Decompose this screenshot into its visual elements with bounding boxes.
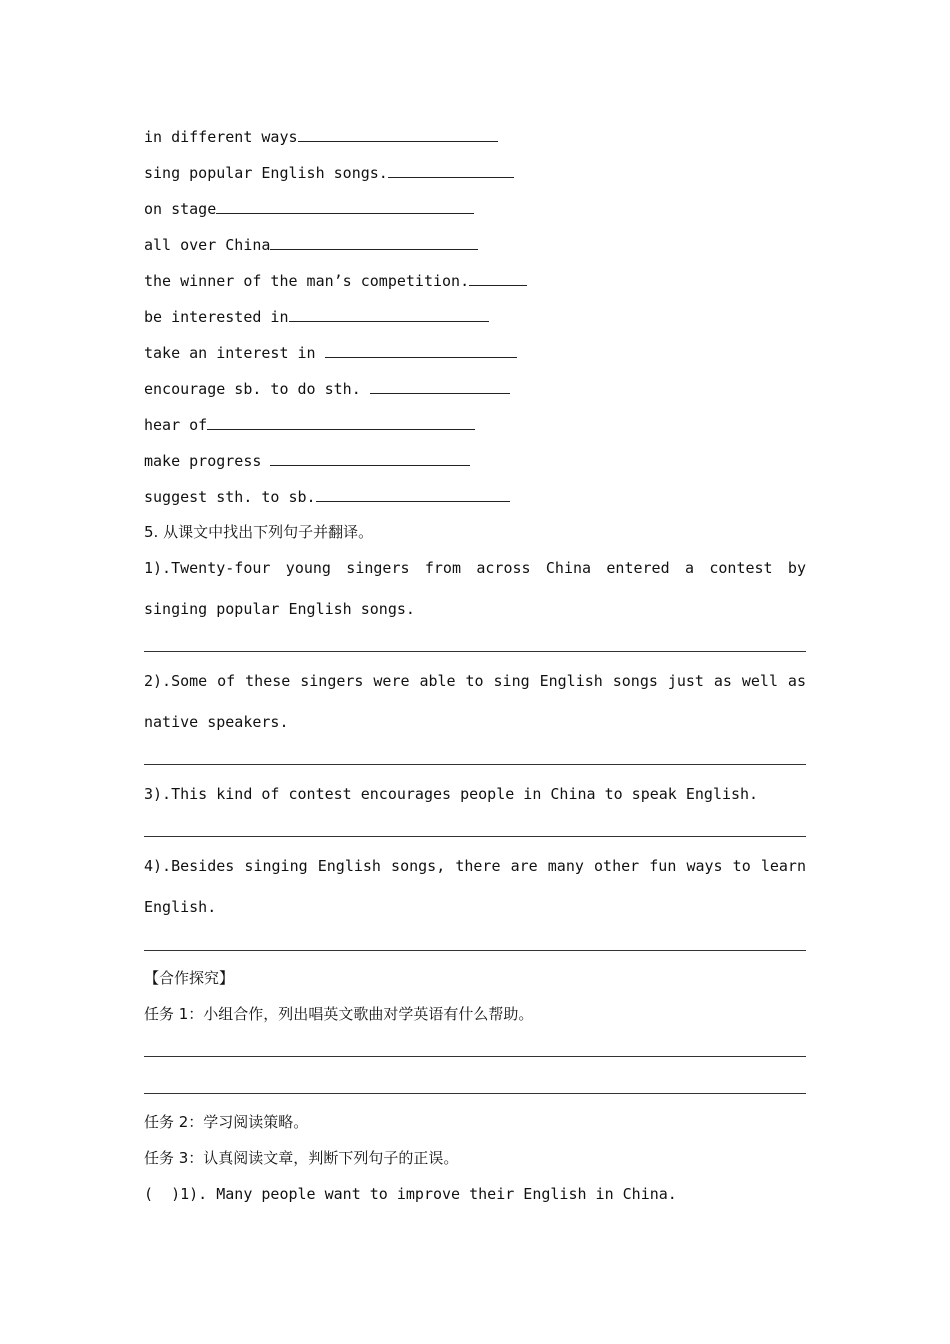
phrase-item: encourage sb. to do sth. [144,379,510,399]
sentence-1: 1).Twenty-four young singers from across China entered a contest by singing popular English songs. [144,559,806,618]
cooperation-heading: 【合作探究】 [144,969,235,987]
phrase-item: in different ways [144,127,498,147]
answer-blank[interactable] [469,271,527,286]
phrase-item: all over China [144,235,478,255]
sentence-3: 3).This kind of contest encourages people in China to speak English. [144,785,759,803]
answer-blank[interactable] [289,307,489,322]
phrase-item: be interested in [144,307,489,327]
sentence-4: 4).Besides singing English songs, there are many other fun ways to learn English. [144,857,806,916]
phrase-item: suggest sth. to sb. [144,487,510,507]
phrase-item: hear of [144,415,475,435]
answer-blank[interactable] [207,415,475,430]
phrase-item: make progress [144,451,470,471]
answer-blank[interactable] [298,127,498,142]
phrase-item: on stage [144,199,474,219]
phrase-item: sing popular English songs. [144,163,514,183]
answer-blank[interactable] [270,451,470,466]
sentence-2: 2).Some of these singers were able to sing English songs just as well as native speakers. [144,672,806,731]
answer-blank[interactable] [388,163,514,178]
true-false-item: ( )1). Many people want to improve their English in China. [144,1185,677,1203]
answer-blank[interactable] [370,379,510,394]
answer-line[interactable] [144,1056,806,1057]
phrase-item: take an interest in [144,343,517,363]
answer-line[interactable] [144,836,806,837]
task-1: 任务 1：小组合作，列出唱英文歌曲对学英语有什么帮助。 [144,1005,534,1023]
task-3: 任务 3：认真阅读文章，判断下列句子的正误。 [144,1149,459,1167]
answer-blank[interactable] [316,487,510,502]
answer-line[interactable] [144,950,806,951]
answer-blank[interactable] [270,235,478,250]
answer-blank[interactable] [216,199,474,214]
task-2: 任务 2：学习阅读策略。 [144,1113,309,1131]
section-heading: 5. 从课文中找出下列句子并翻译。 [144,523,374,541]
answer-line[interactable] [144,764,806,765]
answer-line[interactable] [144,1093,806,1094]
phrase-item: the winner of the man’s competition. [144,271,527,291]
answer-line[interactable] [144,651,806,652]
answer-blank[interactable] [325,343,517,358]
